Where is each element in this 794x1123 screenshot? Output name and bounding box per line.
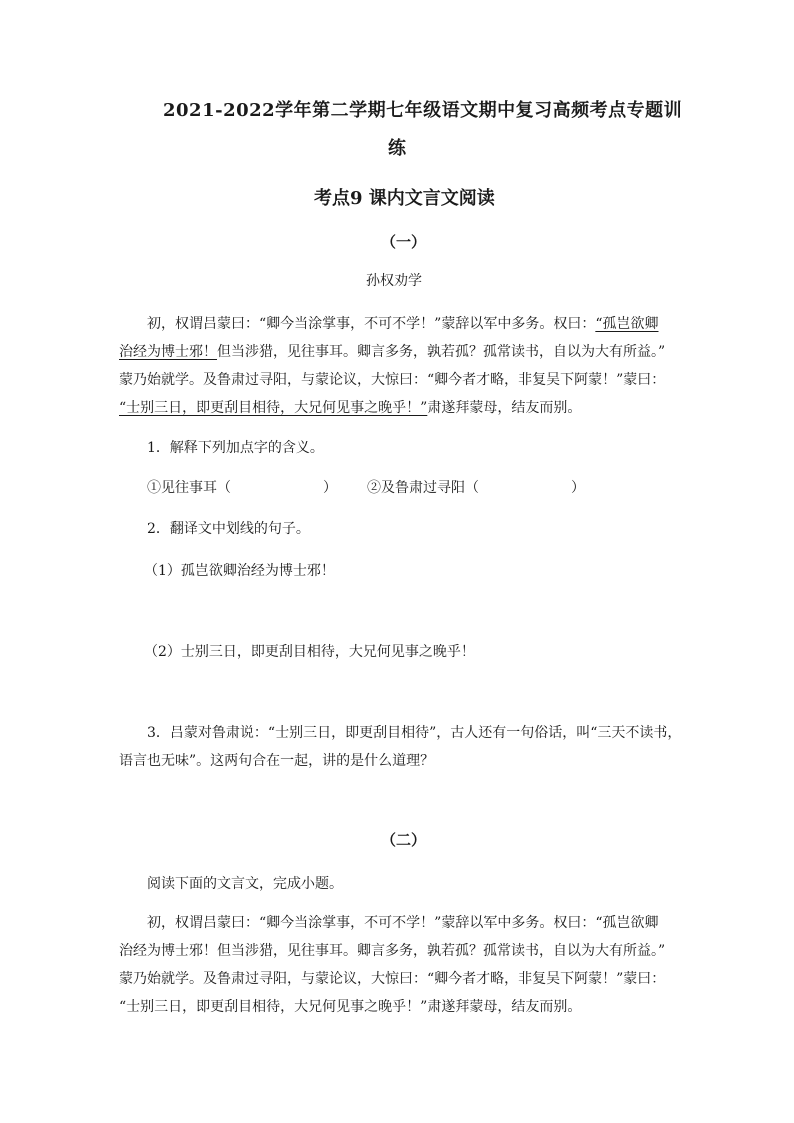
- section-2-intro: 阅读下面的文言文，完成小题。: [147, 876, 343, 892]
- question-1-item-b: ②及鲁肃过寻阳（ ）: [367, 480, 585, 496]
- passage1-line4-text: 肃遂拜蒙母，结友而别。: [427, 400, 582, 416]
- passage2-line3: 蒙乃始就学。及鲁肃过寻阳，与蒙论议，大惊曰：“卿今者才略，非复吴下阿蒙！”蒙曰：: [119, 971, 666, 987]
- passage2-line4: “士别三日，即更刮目相待，大兄何见事之晚乎！”肃遂拜蒙母，结友而别。: [119, 999, 582, 1015]
- section-1-heading: （一）: [381, 233, 427, 251]
- question-1-item-a: ①见往事耳（ ）: [147, 480, 337, 496]
- underlined-sentence-part2: 治经为博士邪！: [119, 344, 217, 360]
- page-title-line2: 练: [388, 138, 407, 159]
- question-2-stem: 2．翻译文中划线的句子。: [147, 521, 310, 537]
- passage-title: 孙权劝学: [366, 273, 422, 289]
- question-2-sentence-2: （2）士别三日，即更刮目相待，大兄何见事之晚乎！: [144, 644, 475, 660]
- underlined-sentence-2: “士别三日，即更刮目相待，大兄何见事之晚乎！”: [119, 400, 428, 416]
- underlined-sentence-part1: “孤岂欲卿: [595, 316, 659, 332]
- question-1-stem: 1．解释下列加点字的含义。: [147, 440, 324, 456]
- question-3-line2: 语言也无味”。这两句合在一起，讲的是什么道理？: [119, 753, 435, 769]
- passage1-line1: [147, 313, 659, 333]
- page-subtitle: 考点9 课内文言文阅读: [314, 188, 495, 209]
- question-3-line1: 3．吕蒙对鲁肃说：“士别三日，即更刮目相待”，古人还有一句俗话，叫“三天不读书，: [147, 725, 682, 741]
- passage1-line2-text: 但当涉猎，见往事耳。卿言多务，孰若孤？孤常读书，自以为大有所益。”: [217, 344, 666, 360]
- passage2-line1: 初，权谓吕蒙曰：“卿今当涂掌事，不可不学！”蒙辞以军中多务。权曰：“孤岂欲卿: [147, 915, 659, 931]
- passage1-line1-text: 初，权谓吕蒙曰：“卿今当涂掌事，不可不学！”蒙辞以军中多务。权曰：: [147, 316, 596, 332]
- question-2-sentence-1: （1）孤岂欲卿治经为博士邪！: [144, 563, 335, 579]
- page-title-line1: 2021-2022学年第二学期七年级语文期中复习高频考点专题训: [163, 100, 683, 121]
- section-2-heading: （二）: [381, 831, 427, 849]
- passage1-line3: 蒙乃始就学。及鲁肃过寻阳，与蒙论议，大惊曰：“卿今者才略，非复吴下阿蒙！”蒙曰：: [119, 372, 666, 388]
- passage1-line4: [119, 397, 581, 417]
- passage2-line2: 治经为博士邪！但当涉猎，见往事耳。卿言多务，孰若孤？孤常读书，自以为大有所益。”: [119, 943, 666, 959]
- passage1-line2: [119, 341, 665, 361]
